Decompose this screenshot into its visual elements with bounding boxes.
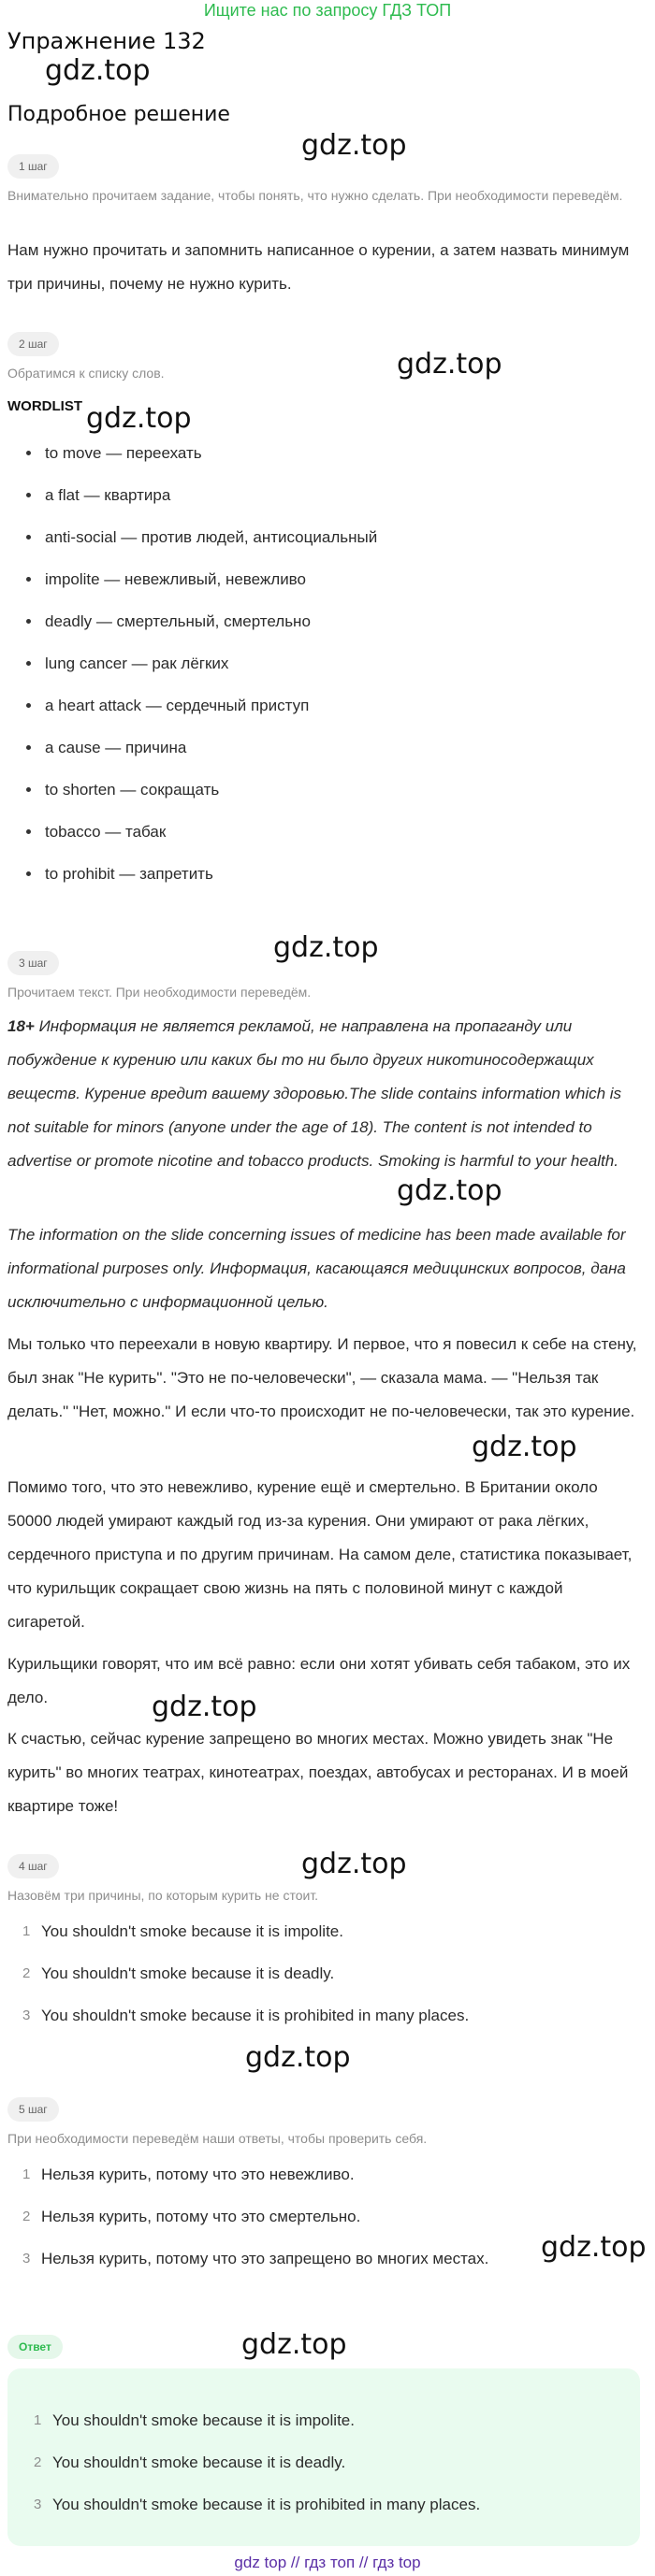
- item-text: You shouldn't smoke because it is deadly.: [41, 1964, 335, 1982]
- item-number: 1: [34, 2412, 42, 2428]
- wordlist-title: WORDLIST: [7, 398, 82, 414]
- watermark: gdz.top: [541, 2231, 647, 2264]
- list-item: tobacco — табак: [0, 820, 655, 862]
- medical-note: The information on the slide concerning issues of medicine has been made available for informational purposes only. Информация, касающаяся медицинских вопросов, дана исключительно с информационной целью.: [7, 1226, 626, 1311]
- item-text: Нельзя курить, потому что это смертельно.: [41, 2208, 361, 2225]
- item-text: You shouldn't smoke because it is impolite.: [52, 2411, 355, 2429]
- watermark: gdz.top: [301, 129, 407, 162]
- list-item: impolite — невежливый, невежливо: [0, 568, 655, 610]
- watermark: gdz.top: [245, 2041, 351, 2074]
- list-item: [11, 2408, 655, 2450]
- list-item: [0, 2162, 655, 2204]
- watermark: gdz.top: [241, 2328, 347, 2361]
- answer-badge: Ответ: [7, 2335, 63, 2359]
- watermark: gdz.top: [397, 1174, 502, 1207]
- list-item: a cause — причина: [0, 736, 655, 778]
- item-text: Нельзя курить, потому что это невежливо.: [41, 2166, 355, 2183]
- list-item: a heart attack — сердечный приступ: [0, 694, 655, 736]
- list-item: anti-social — против людей, антисоциальный: [0, 525, 655, 568]
- exercise-title: Упражнение 132: [7, 28, 206, 54]
- list-item: [0, 2003, 655, 2045]
- solution-heading: Подробное решение: [7, 103, 230, 126]
- search-hint-link[interactable]: Ищите нас по запросу ГДЗ ТОП: [203, 1, 452, 20]
- step-badge: 2 шаг: [7, 332, 59, 356]
- text-paragraph: Курильщики говорят, что им всё равно: если они хотят убивать себя табаком, это их дело.: [7, 1655, 631, 1706]
- translations-list: [0, 2162, 655, 2288]
- item-number: 2: [22, 1965, 31, 1981]
- step-badge: 3 шаг: [7, 951, 59, 975]
- list-item: lung cancer — рак лёгких: [0, 652, 655, 694]
- list-item: to shorten — сокращать: [0, 778, 655, 820]
- answer-list: [11, 2408, 655, 2534]
- item-number: 2: [34, 2454, 42, 2470]
- step-badge: 4 шаг: [7, 1854, 59, 1878]
- step-hint: Обратимся к списку слов.: [7, 366, 165, 381]
- step-hint: При необходимости переведём наши ответы, чтобы проверить себя.: [7, 2131, 428, 2146]
- age-warning-text: Информация не является рекламой, не направлена на пропаганду или побуждение к курению или каких бы то ни было других никотиносодержащих веществ. Курение вредит вашему здоровью.The slide contains information which is not suitable for minors (anyone under the age of 18). The content is not intended to advertise or promote nicotine and tobacco products. Smoking is harmful to your health.: [7, 1017, 622, 1170]
- watermark: gdz.top: [152, 1691, 257, 1723]
- footer-links[interactable]: gdz top // гдз топ // гдз top: [234, 2554, 421, 2571]
- list-item: [11, 2492, 655, 2534]
- watermark: gdz.top: [45, 54, 151, 87]
- list-item: to move — переехать: [0, 441, 655, 483]
- list-item: [11, 2450, 655, 2492]
- item-number: 2: [22, 2209, 31, 2224]
- list-item: a flat — квартира: [0, 483, 655, 525]
- item-number: 3: [34, 2497, 42, 2512]
- item-text: You shouldn't smoke because it is impolite.: [41, 1922, 343, 1940]
- item-text: You shouldn't smoke because it is deadly.: [52, 2454, 346, 2471]
- reasons-list: [0, 1919, 655, 2045]
- item-text: Нельзя курить, потому что это запрещено во многих местах.: [41, 2250, 489, 2267]
- item-text: You shouldn't smoke because it is prohibited in many places.: [52, 2496, 481, 2513]
- list-item: [0, 1919, 655, 1961]
- item-number: 3: [22, 2251, 31, 2267]
- step-badge: 5 шаг: [7, 2097, 59, 2122]
- word-list: [0, 441, 655, 904]
- watermark: gdz.top: [273, 931, 379, 964]
- watermark: gdz.top: [301, 1848, 407, 1880]
- step-hint: Назовём три причины, по которым курить не стоит.: [7, 1888, 319, 1903]
- answer-box: [7, 2368, 640, 2546]
- step-badge: 1 шаг: [7, 154, 59, 179]
- age-warning-lead: 18+: [7, 1017, 35, 1035]
- watermark: gdz.top: [86, 402, 192, 435]
- step-hint: Прочитаем текст. При необходимости переведём.: [7, 985, 312, 1000]
- text-paragraph: Помимо того, что это невежливо, курение ещё и смертельно. В Британии около 50000 людей умирают каждый год из-за курения. Они умирают от рака лёгких, сердечного приступа и по другим причинам. На самом деле, статистика показывает, что курильщик сокращает свою жизнь на пять с половиной минут с каждой сигаретой.: [7, 1478, 633, 1631]
- list-item: deadly — смертельный, смертельно: [0, 610, 655, 652]
- item-text: You shouldn't smoke because it is prohibited in many places.: [41, 2007, 470, 2024]
- age-warning: [7, 1010, 640, 1178]
- watermark: gdz.top: [397, 348, 502, 381]
- list-item: [0, 1961, 655, 2003]
- watermark: gdz.top: [472, 1431, 577, 1463]
- list-item: to prohibit — запретить: [0, 862, 655, 904]
- item-number: 1: [22, 1923, 31, 1939]
- item-number: 1: [22, 2166, 31, 2182]
- step-text: Нам нужно прочитать и запомнить написанное о курении, а затем назвать минимум три причины, почему не нужно курить.: [7, 241, 630, 293]
- text-paragraph: Мы только что переехали в новую квартиру. И первое, что я повесил к себе на стену, был знак "Не курить". "Это не по-человечески", — сказала мама. — "Нельзя так делать." "Нет, можно." И если что-то происходит не по-человечески, так это курение.: [7, 1335, 637, 1420]
- step-hint: Внимательно прочитаем задание, чтобы понять, что нужно сделать. При необходимости переведём.: [7, 188, 623, 203]
- text-paragraph: К счастью, сейчас курение запрещено во многих местах. Можно увидеть знак "Не курить" во многих театрах, кинотеатрах, поездах, автобусах и ресторанах. И в моей квартире тоже!: [7, 1730, 629, 1815]
- item-number: 3: [22, 2008, 31, 2023]
